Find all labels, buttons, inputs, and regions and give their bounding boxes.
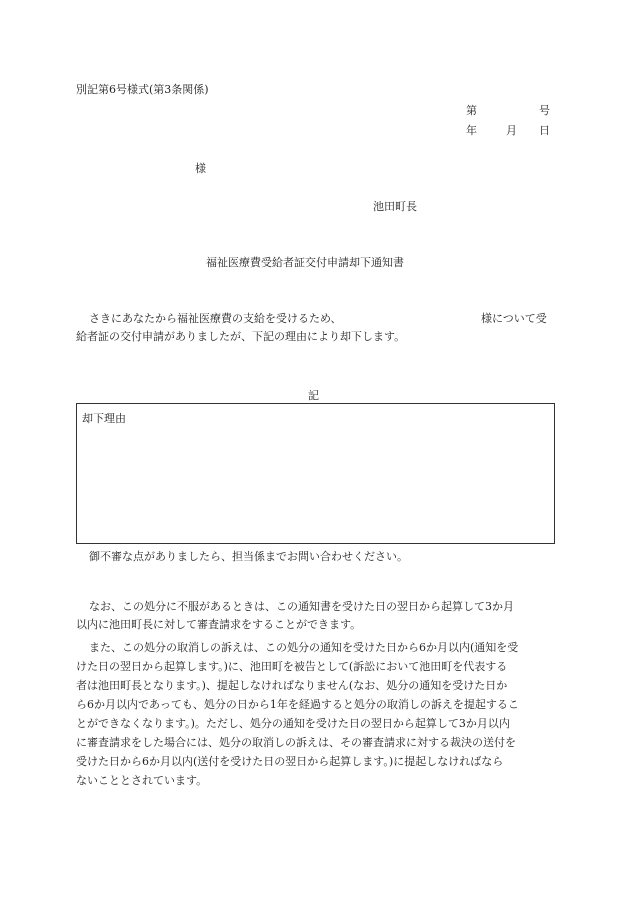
contact-note: 御不審な点がありましたら、担当係までお問い合わせください。	[89, 550, 408, 563]
date-month: 月	[506, 124, 517, 137]
notice-line: 以内に池田町長に対して審査請求をすることができます。	[76, 618, 362, 631]
number-suffix: 号	[539, 104, 550, 117]
recipient-suffix: 様	[195, 162, 206, 175]
intro-line1-part1: さきにあなたから福祉医療費の支給を受けるため、	[89, 312, 342, 325]
notice-line: なお、この処分に不服があるときは、この通知書を受けた日の翌日から起算して3か月	[89, 600, 514, 613]
notice-line: また、この処分の取消しの訴えは、この処分の通知を受けた日から6か月以内(通知を受	[89, 641, 519, 654]
number-prefix: 第	[466, 104, 477, 117]
form-label: 別記第6号様式(第3条関係)	[76, 83, 209, 96]
notice-line: けた日の翌日から起算します。)に、池田町を被告として(訴訟において池田町を代表する	[76, 660, 508, 673]
sender: 池田町長	[373, 200, 417, 213]
notice-line: ら6か月以内であっても、処分の日から1年を経過すると処分の取消しの訴えを提起するこ	[76, 698, 519, 711]
notice-line: ないこととされています。	[76, 774, 208, 787]
intro-paragraph	[76, 313, 554, 353]
notice-line: に審査請求をした場合には、処分の取消しの訴えは、その審査請求に対する裁決の送付を	[76, 736, 516, 749]
intro-line1-part2: 様について受	[481, 312, 547, 325]
intro-line2: 給者証の交付申請がありましたが、下記の理由により却下します。	[76, 330, 406, 343]
document-title: 福祉医療費受給者証交付申請却下通知書	[206, 256, 404, 269]
notice-line: 受けた日から6か月以内(送付を受けた日の翌日から起算します。)に提起しなければなら	[76, 755, 504, 768]
ki-heading: 記	[308, 389, 319, 402]
reason-label: 却下理由	[82, 412, 126, 425]
notice-paragraph-2	[76, 642, 554, 792]
date-day: 日	[539, 124, 550, 137]
notice-line: とができなくなります。)。ただし、処分の通知を受けた日の翌日から起算して3か月以内	[76, 717, 510, 730]
reason-box	[76, 403, 555, 544]
date-year: 年	[466, 124, 477, 137]
notice-paragraph-1	[76, 601, 554, 637]
notice-line: 者は池田町長となります。)、提起しなければなりません(なお、処分の通知を受けた日か	[76, 679, 508, 692]
